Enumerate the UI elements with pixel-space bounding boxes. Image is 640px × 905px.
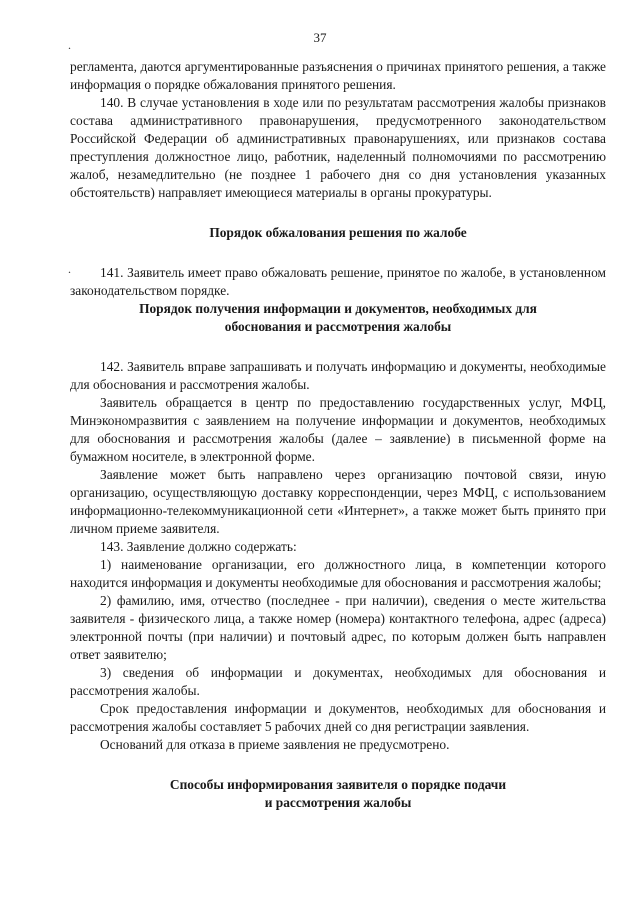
heading-line: Способы информирования заявителя о порядке подачи	[169, 777, 507, 792]
list-item: 2) фамилию, имя, отчество (последнее - при наличии), сведения о месте жительства заявителя - физического лица, а также номер (номера) контактного телефона, адрес (адреса) электронной почты (при наличии) и почтовый адрес, по которым должен быть направлен ответ заявителю;	[70, 593, 606, 662]
list-item: 3) сведения об информации и документах, необходимых для обоснования и рассмотрения жалобы.	[70, 665, 606, 698]
scan-mark: .	[68, 262, 71, 276]
list-item: 1) наименование организации, его должностного лица, в компетенции которого находится информация и документы необходимые для обоснования и рассмотрения жалобы;	[70, 557, 606, 590]
paragraph: Заявитель обращается в центр по предоставлению государственных услуг, МФЦ, Минэкономразвития с заявлением на получение информации и документов, необходимых для обоснования и рассмотрения жалобы (далее – заявление) в письменной форме на бумажном носителе, в электронной форме.	[70, 395, 606, 464]
paragraph-140: 140. В случае установления в ходе или по результатам рассмотрения жалобы признаков состава административного правонарушения, предусмотренного законодательством Российской Федерации об административных правонарушениях, или признаков состава преступления должностное лицо, работник, наделенный полномочиями по рассмотрению жалоб, незамедлительно (не позднее 1 рабочего дня со дня установления указанных обстоятельств) направляет имеющиеся материалы в органы прокуратуры.	[70, 95, 606, 200]
heading-line: и рассмотрения жалобы	[264, 795, 412, 810]
paragraph-141: 141. Заявитель имеет право обжаловать решение, принятое по жалобе, в установленном законодательством порядке.	[70, 265, 606, 298]
section-heading: Порядок обжалования решения по жалобе	[209, 225, 467, 240]
paragraph: регламента, даются аргументированные разъяснения о причинах принятого решения, а также информация о порядке обжалования принятого решения.	[70, 59, 606, 92]
paragraph: Срок предоставления информации и документов, необходимых для обоснования и рассмотрения жалобы составляет 5 рабочих дней со дня регистрации заявления.	[70, 701, 606, 734]
section-heading	[70, 300, 606, 336]
section-heading	[70, 776, 606, 812]
paragraph-142: 142. Заявитель вправе запрашивать и получать информацию и документы, необходимые для обоснования и рассмотрения жалобы.	[70, 359, 606, 392]
scan-mark: .	[68, 38, 71, 52]
paragraph: Заявление может быть направлено через организацию почтовой связи, иную организацию, осуществляющую доставку корреспонденции, через МФЦ, с использованием информационно-телекоммуникационной сети «Интернет», а также может быть принято при личном приеме заявителя.	[70, 467, 606, 536]
paragraph-143: 143. Заявление должно содержать:	[100, 539, 297, 554]
document-body	[70, 58, 606, 812]
paragraph: Оснований для отказа в приеме заявления не предусмотрено.	[100, 737, 450, 752]
page-number: 37	[313, 30, 327, 45]
heading-line: обоснования и рассмотрения жалобы	[224, 319, 452, 334]
heading-line: Порядок получения информации и документов, необходимых для	[139, 301, 537, 316]
